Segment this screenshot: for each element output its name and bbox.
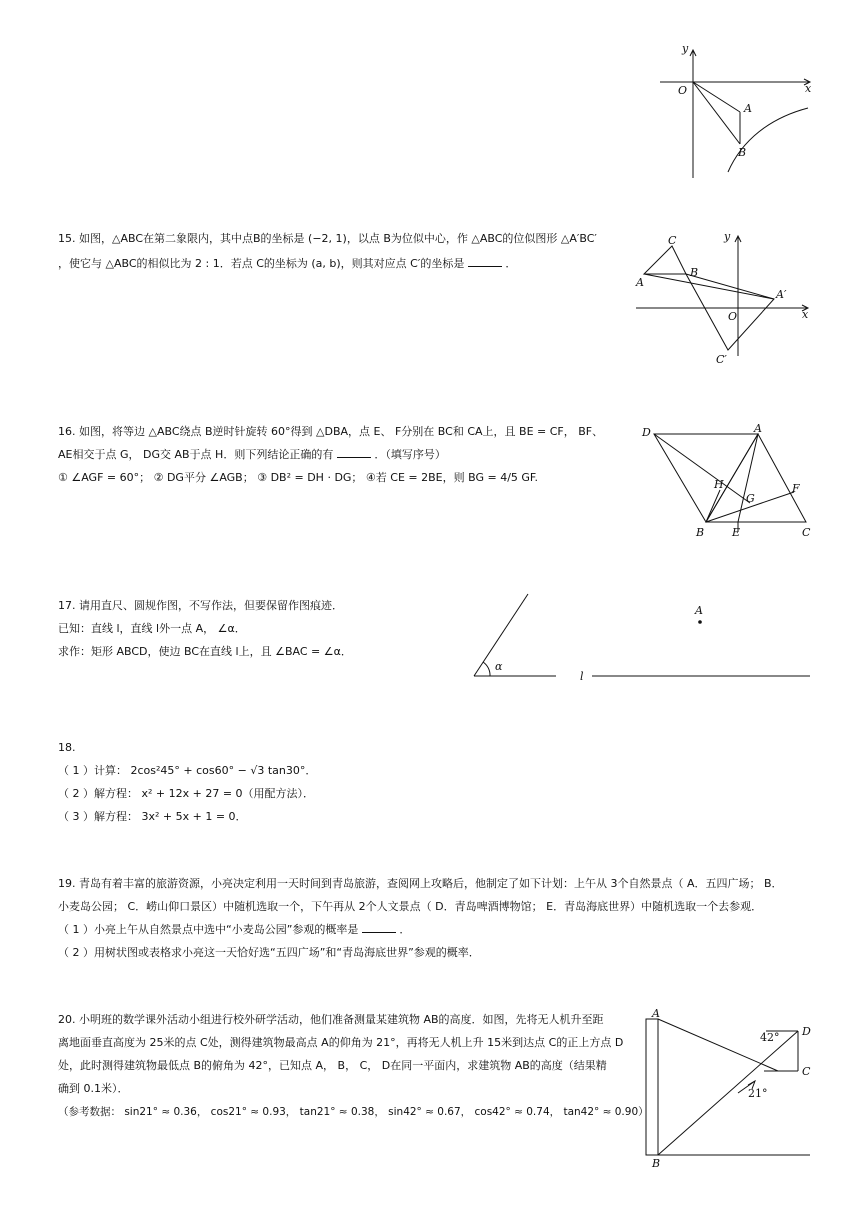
q18-part1: （ 1 ）计算： 2cos²45° + cos60° − √3 tan30°．: [58, 764, 317, 777]
y-label: y: [682, 42, 689, 55]
q19-part2: （ 2 ）用树状图或表格求小亮这一天恰好选“五四广场”和“青岛海底世界”参观的概率．: [58, 946, 480, 959]
figure-q17-line: [578, 600, 813, 684]
q20-line1: 20. 小明班的数学课外活动小组进行校外研学活动，他们准备测量某建筑物 AB的高度．如图，先将无人机升至距: [58, 1013, 604, 1026]
figure-q15: [628, 228, 813, 368]
point-C: C: [668, 234, 677, 247]
q15-line2-text: ，使它与 △ABC的相似比为 2 : 1．若点 C的坐标为 (a, b)，则其对应点 C′的坐标是: [58, 257, 465, 270]
point-C: C: [802, 1065, 811, 1078]
q15-line2: [58, 256, 516, 272]
q15-line1: 15. 如图，△ABC在第二象限内，其中点B的坐标是 (−2, 1)，以点 B为位似中心，作 △ABC的位似图形 △A′BC′: [58, 232, 597, 245]
q20-line3: 处，此时测得建筑物最低点 B的俯角为 42°，已知点 A， B， C， D在同一平面内，求建筑物 AB的高度（结果精: [58, 1059, 607, 1072]
q18-part3: （ 3 ）解方程： 3x² + 5x + 1 = 0．: [58, 810, 247, 823]
q17-line2: 已知：直线 l，直线 l外一点 A， ∠α．: [58, 622, 246, 635]
point-A: A: [636, 276, 644, 289]
angle-21: 21°: [748, 1087, 768, 1100]
figure-q17-angle: [470, 590, 560, 682]
point-B: B: [738, 146, 747, 159]
q18-number: 18.: [58, 741, 76, 754]
q15-line2-end: ．: [505, 257, 517, 270]
q18-part2: （ 2 ）解方程： x² + 12x + 27 = 0（用配方法）．: [58, 787, 315, 800]
point-F: F: [792, 482, 800, 495]
q16-line2: [58, 447, 446, 463]
q19-line2: 小麦岛公园； C．崂山仰口景区）中随机选取一个，下午再从 2个人文景点（ D．青岛啤酒博物馆； E．青岛海底世界）中随机选取一个去参观．: [58, 900, 763, 913]
line-l: l: [580, 670, 584, 683]
q19-part1-text: （ 1 ）小亮上午从自然景点中选中“小麦岛公园”参观的概率是: [58, 923, 359, 936]
q16-answer-blank[interactable]: [337, 457, 371, 458]
q19-part1-end: ．: [399, 923, 411, 936]
point-A: A: [754, 422, 762, 435]
point-C-prime: C′: [716, 353, 727, 366]
q19-answer-blank[interactable]: [362, 932, 396, 933]
point-O: O: [678, 84, 688, 97]
x-label: x: [805, 82, 812, 95]
q17-line3: 求作：矩形 ABCD，使边 BC在直线 l上，且 ∠BAC = ∠α．: [58, 645, 352, 658]
point-A: A: [695, 604, 703, 617]
angle-alpha: α: [495, 660, 503, 673]
y-label: y: [724, 230, 731, 243]
q19-line1: 19. 青岛有着丰富的旅游资源，小亮决定利用一天时间到青岛旅游，查阅网上攻略后，他制定了如下计划：上午从 3个自然景点（ A．五四广场； B．: [58, 877, 783, 890]
q20-line5: （参考数据： sin21° ≈ 0.36， cos21° ≈ 0.93， tan21° ≈ 0.38， sin42° ≈ 0.67， cos42° ≈ 0.74， tan42° ≈ 0.90）: [58, 1106, 649, 1118]
point-B: B: [652, 1157, 661, 1170]
point-C: C: [802, 526, 811, 539]
q17-line1: 17. 请用直尺、圆规作图，不写作法，但要保留作图痕迹．: [58, 599, 343, 612]
point-A: A: [744, 102, 752, 115]
point-H: H: [714, 478, 724, 491]
point-A-prime: A′: [776, 288, 787, 301]
q15-answer-blank[interactable]: [468, 266, 502, 267]
point-B: B: [690, 266, 699, 279]
point-G: G: [746, 492, 755, 505]
q16-line2-end: ．（填写序号）: [374, 448, 446, 461]
q16-line1: 16. 如图，将等边 △ABC绕点 B逆时针旋转 60°得到 △DBA，点 E、 F分别在 BC和 CA上，且 BE = CF， BF、: [58, 425, 604, 438]
point-D: D: [802, 1025, 811, 1038]
figure-q14: [650, 40, 820, 185]
q20-line4: 确到 0.1米）．: [58, 1082, 129, 1095]
figure-q20: [640, 1005, 815, 1170]
point-E: E: [732, 526, 741, 539]
point-A: A: [652, 1007, 660, 1020]
origin-O: O: [728, 310, 738, 323]
point-D: D: [642, 426, 651, 439]
angle-42: 42°: [760, 1031, 780, 1044]
q16-line2-text: AE相交于点 G， DG交 AB于点 H．则下列结论正确的有: [58, 448, 334, 461]
q19-part1: [58, 922, 410, 938]
point-B: B: [696, 526, 705, 539]
figure-q16: [636, 418, 816, 543]
q20-line2: 离地面垂直高度为 25米的点 C处，测得建筑物最高点 A的仰角为 21°，再将无人机上升 15米到达点 C的正上方点 D: [58, 1036, 624, 1049]
q16-line3: ① ∠AGF = 60°； ② DG平分 ∠AGB； ③ DB² = DH · DG； ④若 CE = 2BE，则 BG = 4/5 GF.: [58, 471, 538, 484]
x-label: x: [802, 308, 809, 321]
